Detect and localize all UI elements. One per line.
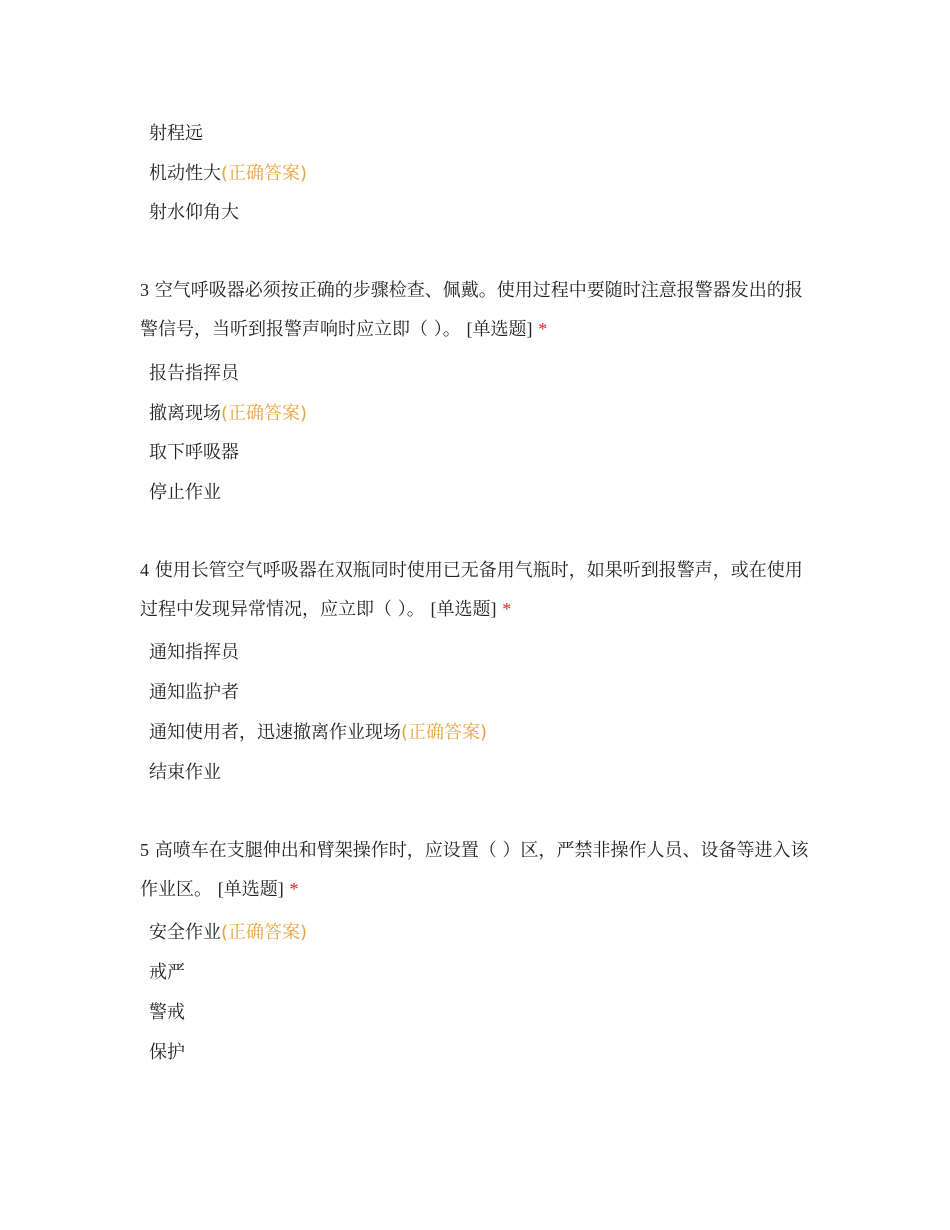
- question-number: 4: [140, 560, 149, 580]
- option-item: [149, 441, 239, 465]
- option-item: [149, 481, 221, 505]
- option-item: [149, 162, 307, 186]
- question-type-tag: [单选题]: [466, 319, 533, 339]
- option-text: 机动性大: [149, 163, 221, 184]
- option-item: [149, 201, 239, 225]
- option-text: 撤离现场: [149, 403, 221, 424]
- option-item: [149, 402, 307, 426]
- question-stem: 高喷车在支腿伸出和臂架操作时，应设置（ ）区，严禁非操作人员、设备等进入该作业区。: [140, 840, 809, 900]
- required-marker: *: [538, 319, 548, 339]
- option-text: 戒严: [149, 962, 185, 983]
- option-item: [149, 761, 221, 785]
- question-3-text: [140, 271, 820, 349]
- option-item: [149, 362, 239, 386]
- question-stem: 使用长管空气呼吸器在双瓶同时使用已无备用气瓶时，如果听到报警声，或在使用过程中发现异常情况，应立即（ ）。: [140, 560, 803, 620]
- question-type-tag: [单选题]: [430, 599, 497, 619]
- option-text: 通知指挥员: [149, 642, 239, 663]
- option-item: [149, 961, 185, 985]
- option-item: [149, 1041, 185, 1065]
- question-stem: 空气呼吸器必须按正确的步骤检查、佩戴。使用过程中要随时注意报警器发出的报警信号，当听到报警声响时应立即（ ）。: [140, 280, 803, 340]
- option-text: 射水仰角大: [149, 202, 239, 223]
- option-text: 安全作业: [149, 922, 221, 943]
- correct-answer-marker: (正确答案): [221, 922, 308, 943]
- option-text: 警戒: [149, 1002, 185, 1023]
- option-item: [149, 1001, 185, 1025]
- correct-answer-marker: (正确答案): [401, 722, 488, 743]
- option-text: 停止作业: [149, 482, 221, 503]
- option-item: [149, 921, 307, 945]
- option-item: [149, 721, 487, 745]
- option-text: 保护: [149, 1042, 185, 1063]
- question-number: 3: [140, 280, 149, 300]
- option-text: 射程远: [149, 123, 203, 144]
- option-text: 通知监护者: [149, 682, 239, 703]
- option-item: [149, 641, 239, 665]
- option-item: [149, 681, 239, 705]
- option-text: 结束作业: [149, 762, 221, 783]
- correct-answer-marker: (正确答案): [221, 403, 308, 424]
- option-text: 取下呼吸器: [149, 442, 239, 463]
- question-number: 5: [140, 840, 149, 860]
- option-text: 通知使用者，迅速撤离作业现场: [149, 722, 401, 743]
- required-marker: *: [502, 599, 512, 619]
- required-marker: *: [289, 879, 299, 899]
- question-type-tag: [单选题]: [217, 879, 284, 899]
- question-5-text: [140, 831, 820, 909]
- option-text: 报告指挥员: [149, 363, 239, 384]
- question-4-text: [140, 551, 820, 629]
- correct-answer-marker: (正确答案): [221, 163, 308, 184]
- option-item: [149, 122, 203, 146]
